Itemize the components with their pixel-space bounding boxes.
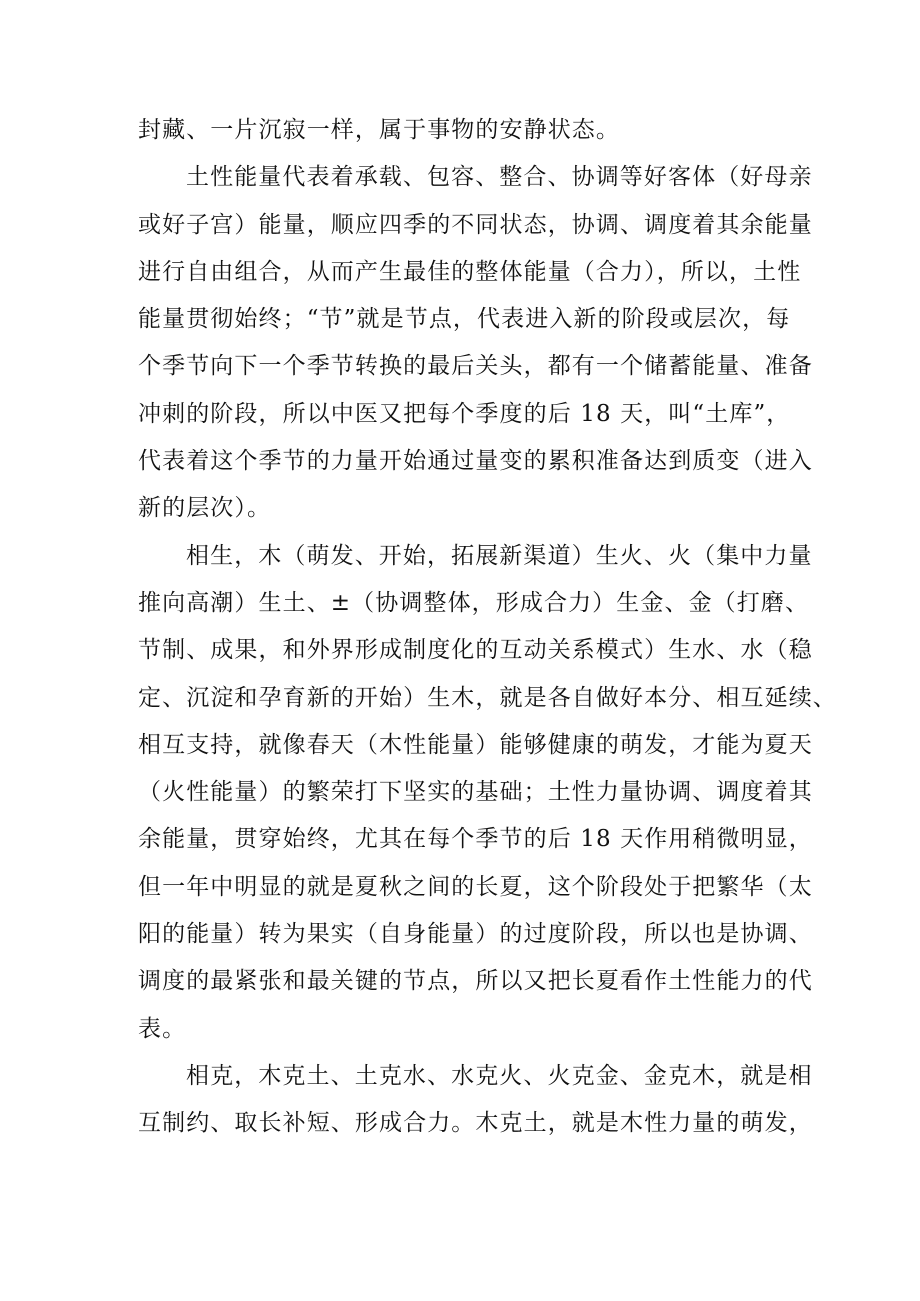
text-line: 相生，木（萌发、开始，拓展新渠道）生火、火（集中力量 [186,542,813,569]
text-line: 能量贯彻始终；“节”就是节点，代表进入新的阶段或层次，每 [138,306,791,333]
text-line: 互制约、取长补短、形成合力。木克土，就是木性力量的萌发， [138,1110,813,1137]
text-line: 封藏、一片沉寂一样，属于事物的安静状态。 [138,117,620,143]
text-line: 余能量，贯穿始终，尤其在每个季节的后 18 天作用稍微明显， [138,826,813,853]
text-line: 但一年中明显的就是夏秋之间的长夏，这个阶段处于把繁华（太 [138,873,813,900]
text-line: 定、沉淀和孕育新的开始）生木，就是各自做好本分、相互延续、 [138,684,837,711]
paragraph-earth-energy [138,154,813,532]
paragraph-continuation [138,107,788,154]
text-line: 推向高潮）生土、±（协调整体，形成合力）生金、金（打磨、 [138,589,810,616]
text-line: 节制、成果，和外界形成制度化的互动关系模式）生水、水（稳 [138,637,813,664]
text-line: 相互支持，就像春天（木性能量）能够健康的萌发，才能为夏天 [138,731,813,758]
paragraph-generation-cycle [138,533,837,1053]
text-line: 相克，木克土、土克水、水克火、火克金、金克木，就是相 [186,1062,813,1089]
text-line: 个季节向下一个季节转换的最后关头，都有一个储蓄能量、准备 [138,353,813,380]
body-text [138,107,837,1148]
text-line: 调度的最紧张和最关键的节点，所以又把长夏看作土性能力的代 [138,968,813,995]
paragraph-restraint-cycle [138,1053,813,1148]
text-line: 新的层次）。 [138,495,272,522]
text-line: （火性能量）的繁荣打下坚实的基础；土性力量协调、调度着其 [138,779,813,806]
text-line: 代表着这个季节的力量开始通过量变的累积准备达到质变（进入 [138,448,813,475]
text-line: 阳的能量）转为果实（自身能量）的过度阶段，所以也是协调、 [138,921,813,948]
text-line: 或好子宫）能量，顺应四季的不同状态，协调、调度着其余能量 [138,211,813,238]
text-line: 冲刺的阶段，所以中医又把每个季度的后 18 天，叫“土库”， [138,400,791,427]
text-line: 土性能量代表着承载、包容、整合、协调等好客体（好母亲 [186,164,813,191]
text-line: 表。 [138,1015,187,1042]
text-line: 进行自由组合，从而产生最佳的整体能量（合力），所以，土性 [138,258,802,285]
